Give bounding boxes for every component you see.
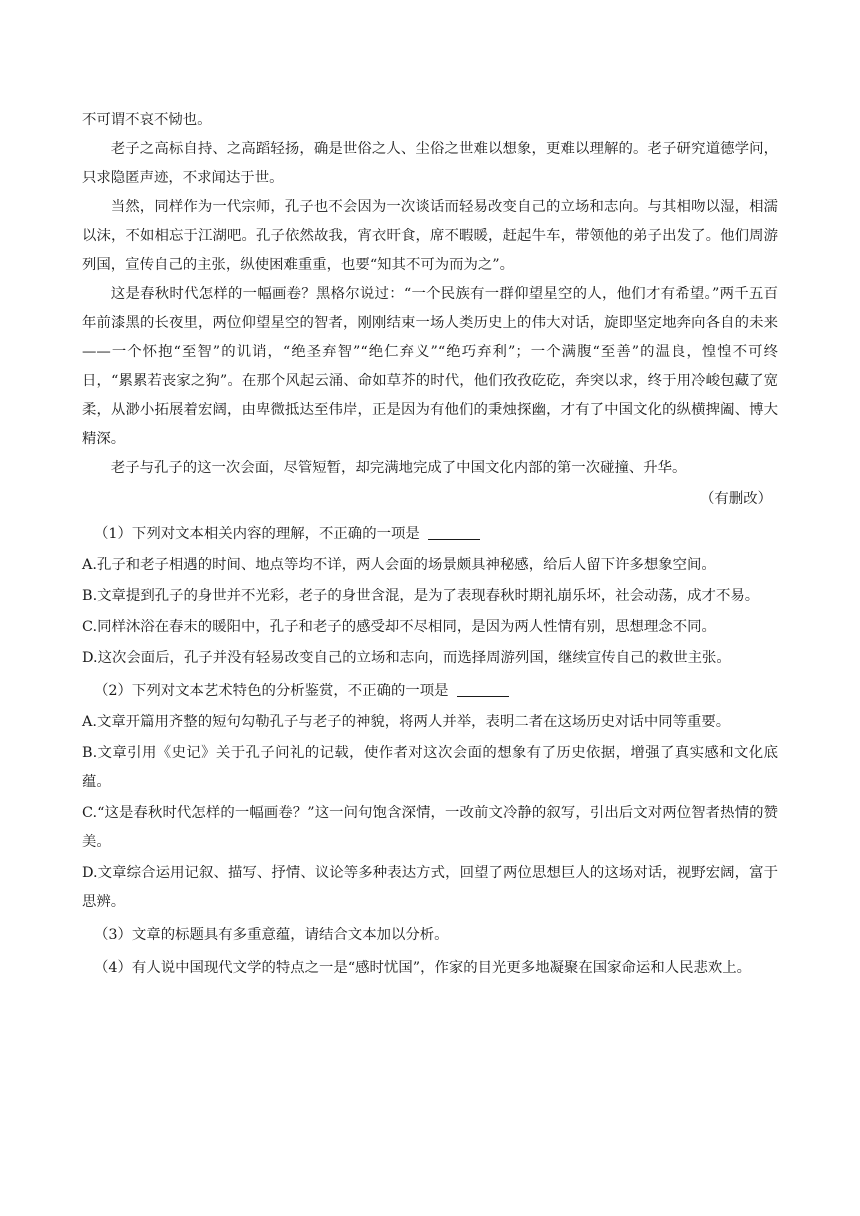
answer-blank-2[interactable] — [457, 682, 509, 697]
document-page — [82, 106, 778, 983]
question-1-option-d: D.这次会面后，孔子并没有轻易改变自己的立场和志向，而选择周游列国，继续宣传自己的救世主张。 — [82, 650, 731, 666]
question-2-stem — [82, 677, 778, 706]
question-1-stem — [82, 520, 778, 549]
question-1-option-a: A.孔子和老子相遇的时间、地点等均不详，两人会面的场景颇具神秘感，给后人留下许多想象空间。 — [82, 557, 716, 573]
question-1-option-b: B.文章提到孔子的身世并不光彩，老子的身世含混，是为了表现春秋时期礼崩乐坏，社会动荡，成才不易。 — [82, 588, 760, 604]
passage-paragraph-4: 老子与孔子的这一次会面，尽管短暂，却完满地完成了中国文化内部的第一次碰撞、升华。 — [110, 460, 687, 476]
question-2-option-b: B.文章引用《史记》关于孔子问礼的记载，使作者对这次会面的想象有了历史依据，增强了真实感和文化底蕴。 — [82, 745, 778, 790]
question-2-option-c: C.“这是春秋时代怎样的一幅画卷？”这一问句饱含深情，一改前文冷静的叙写，引出后文对两位智者热情的赞美。 — [82, 805, 778, 850]
question-3-stem: （3）文章的标题具有多重意蕴，请结合文本加以分析。 — [94, 927, 449, 943]
question-2-option-a: A.文章开篇用齐整的短句勾勒孔子与老子的神貌，将两人并举，表明二者在这场历史对话中同等重要。 — [82, 714, 731, 730]
question-2-option-d: D.文章综合运用记叙、描写、抒情、议论等多种表达方式，回望了两位思想巨人的这场对话，视野宏阔，富于思辨。 — [82, 865, 778, 910]
passage-paragraph-1: 老子之高标自持、之高蹈轻扬，确是世俗之人、尘俗之世难以想象，更难以理解的。老子研究道德学问，只求隐匿声迹，不求闻达于世。 — [82, 141, 778, 186]
question-1-stem-text: （1）下列对文本相关内容的理解，不正确的一项是 — [94, 526, 420, 542]
source-note: （有删改） — [700, 491, 772, 507]
answer-blank-1[interactable] — [428, 525, 480, 540]
passage-paragraph-0: 不可谓不哀不恸也。 — [82, 112, 212, 128]
question-1-option-c: C.同样沐浴在春末的暖阳中，孔子和老子的感受却不尽相同，是因为两人性情有别，思想理念不同。 — [82, 619, 716, 635]
passage-paragraph-2: 当然，同样作为一代宗师，孔子也不会因为一次谈话而轻易改变自己的立场和志向。与其相吻以湿，相濡以沫，不如相忘于江湖吧。孔子依然故我，宵衣旰食，席不暇暖，赶起牛车，带领他的弟子出发了。他们周游列国，宣传自己的主张，纵使困难重重，也要“知其不可为而为之”。 — [82, 199, 778, 273]
passage-paragraph-3: 这是春秋时代怎样的一幅画卷？黑格尔说过：“一个民族有一群仰望星空的人，他们才有希望。”两千五百年前漆黑的长夜里，两位仰望星空的智者，刚刚结束一场人类历史上的伟大对话，旋即坚定地奔向各自的未来——一个怀抱“至智”的讥诮，“绝圣弃智”“绝仁弃义”“绝巧弃利”；一个满腹“至善”的温良，惶惶不可终日，“累累若丧家之狗”。在那个风起云涌、命如草芥的时代，他们孜孜矻矻，奔突以求，终于用冷峻包藏了宽柔，从渺小拓展着宏阔，由卑微抵达至伟岸，正是因为有他们的秉烛探幽，才有了中国文化的纵横捭阖、博大精深。 — [82, 286, 778, 447]
question-2-stem-text: （2）下列对文本艺术特色的分析鉴赏，不正确的一项是 — [94, 683, 449, 699]
question-4-stem: （4）有人说中国现代文学的特点之一是“感时忧国”，作家的目光更多地凝聚在国家命运和人民悲欢上。 — [94, 960, 752, 976]
